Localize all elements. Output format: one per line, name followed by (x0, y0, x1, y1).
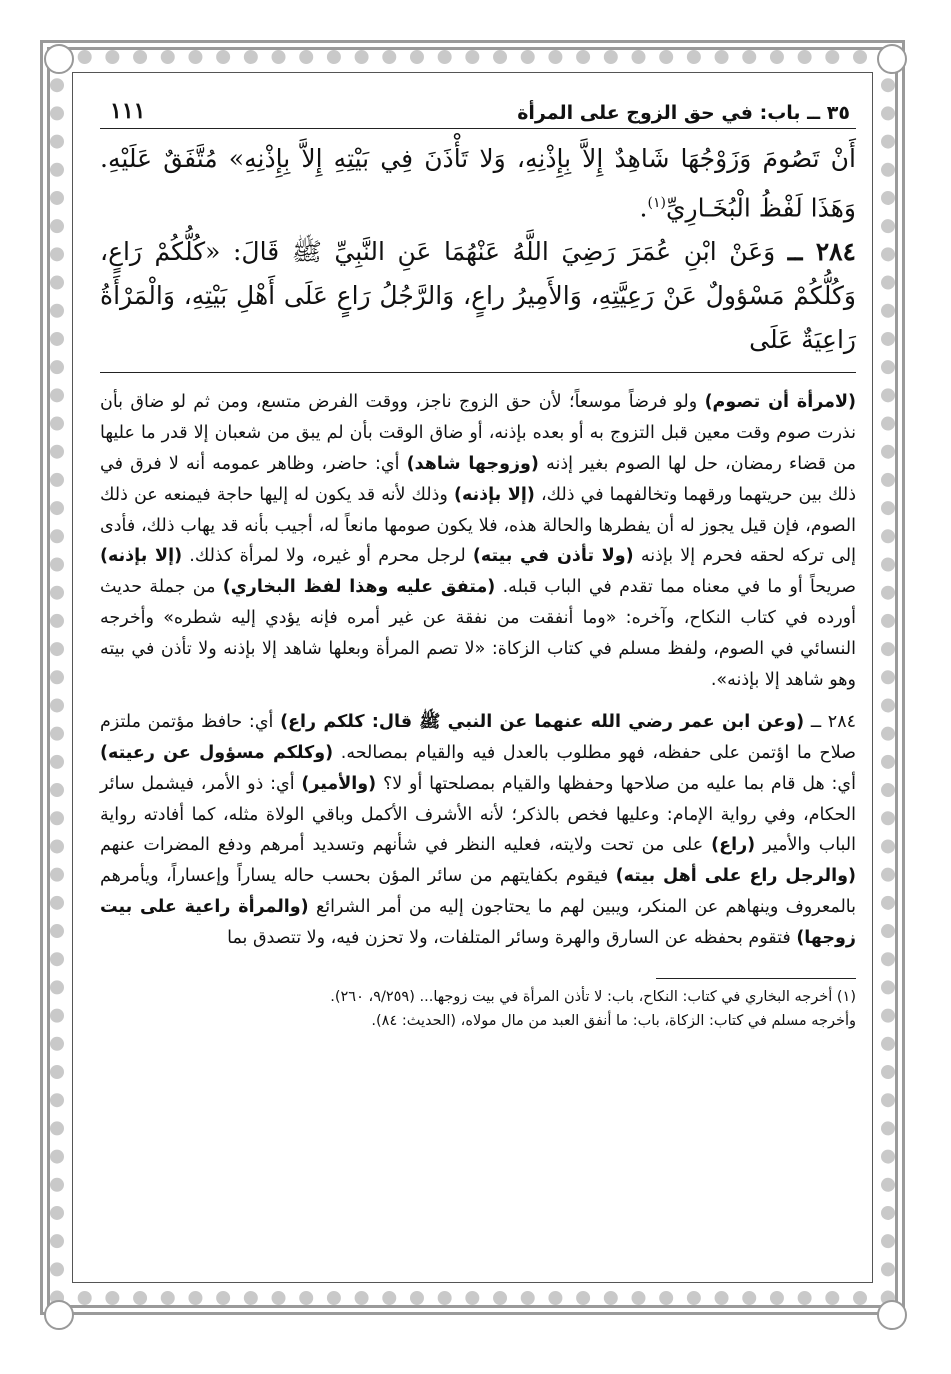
lemma: (لامرأة أن تصوم) (704, 392, 856, 413)
hadith-number: ٢٨٤ ــ (787, 237, 856, 267)
lemma: (وزوجها شاهد) (406, 453, 539, 474)
lemma: (إلا بإذنه) (100, 546, 183, 567)
page-content (100, 88, 856, 1298)
footnote-line: (١) أخرجه البخاري في كتاب: النكاح، باب: لا تأذن المرأة في بيت زوجها... (٩/٢٥٩، ٢٦٠). (330, 988, 856, 1005)
footnote-rule (656, 978, 856, 979)
commentary-text: أي: حاضر، وظاهر عمومه أنه لا فرق في ذلك بين حريتهما ورقهما وتخالفهما في ذلك، (100, 453, 856, 505)
lemma: (وعن ابن عمر رضي الله عنهما عن النبي ﷺ قال: كلكم راع) (280, 712, 805, 733)
matn-text-end: . (639, 193, 648, 223)
hadith-text: وَعَنْ ابْنِ عُمَرَ رَضِيَ اللَّهُ عَنْهُمَا عَنِ النَّبِيِّ ﷺ قَالَ: «كُلُّكُمْ رَاعٍ، وَكُلُّكُمْ مَسْؤولٌ عَنْ رَعِيَّتِهِ، وَالأَمِيرُ راعٍ، وَالرَّجُلُ رَاعٍ عَلَى أَهْلِ بَيْتِهِ، وَالْمَرْأَةُ رَاعِيَةٌ عَلَى (100, 237, 856, 355)
lemma: (والمرأة راعية على بيت زوجها) (100, 897, 856, 948)
corner-ornament-icon (44, 1300, 74, 1330)
lemma: (ولا تأذن في بيته) (472, 546, 634, 567)
commentary-block (100, 387, 856, 953)
hadith-text-block (100, 137, 856, 362)
commentary-text: صريحاً أو ما في معناه مما تقدم في الباب قبله. (495, 577, 856, 598)
lemma: (راع) (711, 835, 756, 856)
lemma: (وكلكم مسؤول عن رعيته) (100, 743, 334, 764)
corner-ornament-icon (877, 1300, 907, 1330)
commentary-text: لرجل محرم أو غيره، ولا لمرأة كذلك. (182, 546, 473, 567)
lemma: (متفق عليه وهذا لفظ البخاري) (222, 577, 496, 598)
running-header (100, 88, 856, 129)
commentary-text: على من تحت ولايته، فعليه النظر في شأنهم وتسديد أمرهم ودفع المضرات عنهم (100, 835, 712, 856)
page-number: ١١١ (110, 98, 146, 124)
commentary-text: أي: هل قام بما عليه من صلاحها وحفظها والقيام بمصلحتها أو لا؟ (376, 773, 856, 794)
section-divider (100, 372, 856, 373)
footnote-line: وأخرجه مسلم في كتاب: الزكاة، باب: ما أنفق العبد من مال مولاه، (الحديث: ٨٤). (371, 1012, 856, 1029)
corner-ornament-icon (877, 44, 907, 74)
commentary-paragraph-1 (100, 387, 856, 695)
commentary-paragraph-2 (100, 707, 856, 953)
commentary-text: فيقوم بكفايتهم من سائر المؤن بحسب حاله يساراً وإعساراً، ويأمرهم بالمعروف وينهاهم عن المنكر، ويبين لهم ما يحتاجون إليه من أمر الشرائع (100, 866, 857, 918)
commentary-text: وذلك لأنه قد يكون له إليها حاجة فيمنعه عن ذلك الصوم، فإن قيل يجوز له أن يفطرها والحالة هذه، فلا يكون صومها مانعاً له، أجيب بأنه قد يهاب ذلك، فأدى إلى تركه لحقه فحرم إلا بإذنه (100, 484, 856, 567)
commentary-text: أي: حافظ مؤتمن ملتزم صلاح ما اؤتمن على حفظه، فهو مطلوب بالعدل فيه والقيام بمصالحه. (100, 712, 856, 764)
matn-text: أَنْ تَصُومَ وَزَوْجُهَا شَاهِدٌ إِلاَّ بِإِذْنِهِ، وَلا تَأْذَنَ فِي بَيْتِهِ إِلاَّ بِإِذْنِهِ» مُتَّفَقٌ عَلَيْهِ. وَهَذَا لَفْظُ الْبُخَـارِيِّ (100, 144, 856, 223)
lemma: (إلا بإذنه) (453, 484, 535, 505)
chapter-title: ٣٥ ــ باب: في حق الزوج على المرأة (517, 102, 850, 124)
matn-paragraph-2 (100, 230, 856, 362)
lemma: (والرجل راع على أهل بيته) (615, 866, 856, 887)
commentary-text: ولو فرضاً موسعاً؛ لأن حق الزوج ناجز، ووقت الفرض متسع، ومن ثم لو ضاق بأن نذرت صوم وقت معين قبل التزوج به أو بعده بإذنه، أو ضاق الوقت بأن لم يبق من شعبان إلا قدر ما عليها من قضاء رمضان، حل لها الصوم بغير إذنه (100, 392, 856, 474)
commentary-text: فتقوم بحفظه عن السارق والهرة وسائر المتلفات، ولا تحزن فيه، ولا تتصدق بما (227, 927, 797, 948)
footnote-marker: (١) (647, 195, 666, 211)
lemma: (والأمير) (301, 773, 377, 794)
hadith-number: ٢٨٤ ــ (804, 712, 856, 733)
footnotes (100, 985, 856, 1033)
commentary-text: من جملة حديث أورده في كتاب النكاح، وآخره: «وما أنفقت من نفقة عن غير أمره فإنه يؤدي إليه شطره» وأخرجه النسائي في الصوم، ولفظ مسلم في كتاب الزكاة: «لا تصم المرأة وبعلها شاهد إلا بإذنه ولا تأذن في بيته وهو شاهد إلا بإذنه». (100, 577, 856, 690)
corner-ornament-icon (44, 44, 74, 74)
commentary-text: أي: ذو الأمر، فيشمل سائر الحكام، وفي رواية الإمام: وعليها فخص بالذكر؛ لأنه الأشرف الأكمل وباقي الولاة مثله، كما أفادته رواية الباب والأمير (100, 773, 856, 856)
matn-paragraph-1 (100, 137, 856, 230)
